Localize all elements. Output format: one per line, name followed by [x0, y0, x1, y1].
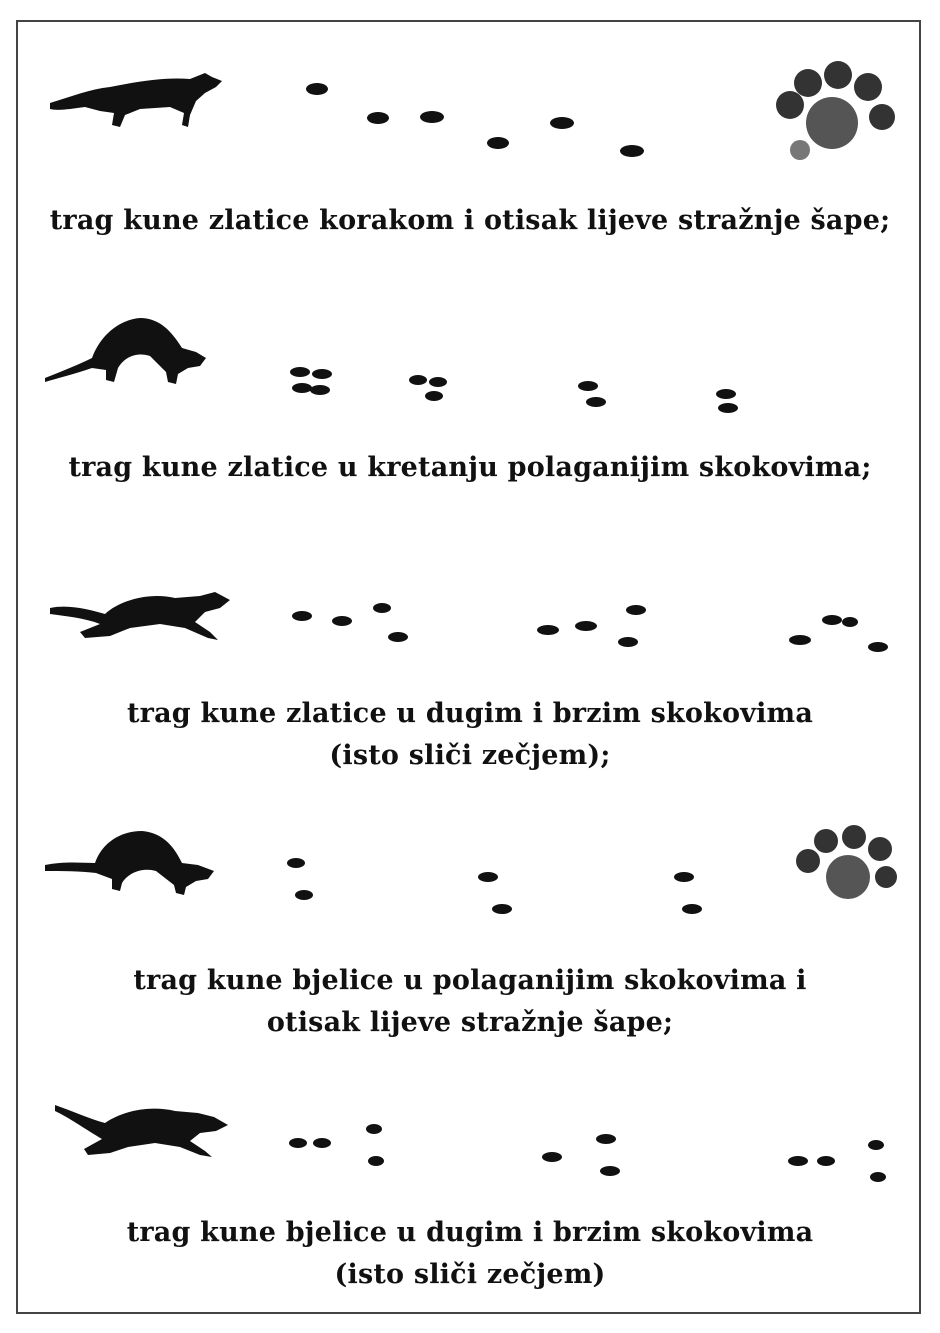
stone-marten-bounding-icon	[45, 831, 214, 895]
hind-paw-print-icon	[776, 61, 895, 160]
marten-walking-icon	[50, 73, 222, 127]
bounding-tracks	[290, 367, 738, 413]
marten-bounding-icon	[45, 318, 206, 384]
stone-marten-tracks	[287, 858, 702, 914]
row1-illustration	[0, 55, 940, 180]
row2-illustration	[0, 310, 940, 425]
stone-marten-paw-print-icon	[796, 825, 897, 899]
stone-marten-leaping-icon	[55, 1105, 228, 1157]
caption-row4: trag kune bjelice u polaganijim skokovima i otisak lijeve stražnje šape;	[133, 965, 807, 1038]
caption-row2: trag kune zlatice u kretanju polaganijim skokovima;	[68, 452, 872, 483]
row3-illustration	[0, 580, 940, 670]
row5-illustration	[0, 1095, 940, 1190]
marten-leaping-icon	[50, 592, 230, 640]
stone-marten-leaping-tracks	[289, 1124, 886, 1182]
leaping-tracks	[292, 603, 888, 652]
walking-tracks	[306, 83, 644, 157]
caption-row5: trag kune bjelice u dugim i brzim skokovima (isto sliči zečjem)	[126, 1217, 814, 1290]
row4-illustration	[0, 825, 940, 925]
caption-row3: trag kune zlatice u dugim i brzim skokovima (isto sliči zečjem);	[126, 698, 814, 771]
caption-row1: trag kune zlatice korakom i otisak lijeve stražnje šape;	[49, 205, 891, 236]
